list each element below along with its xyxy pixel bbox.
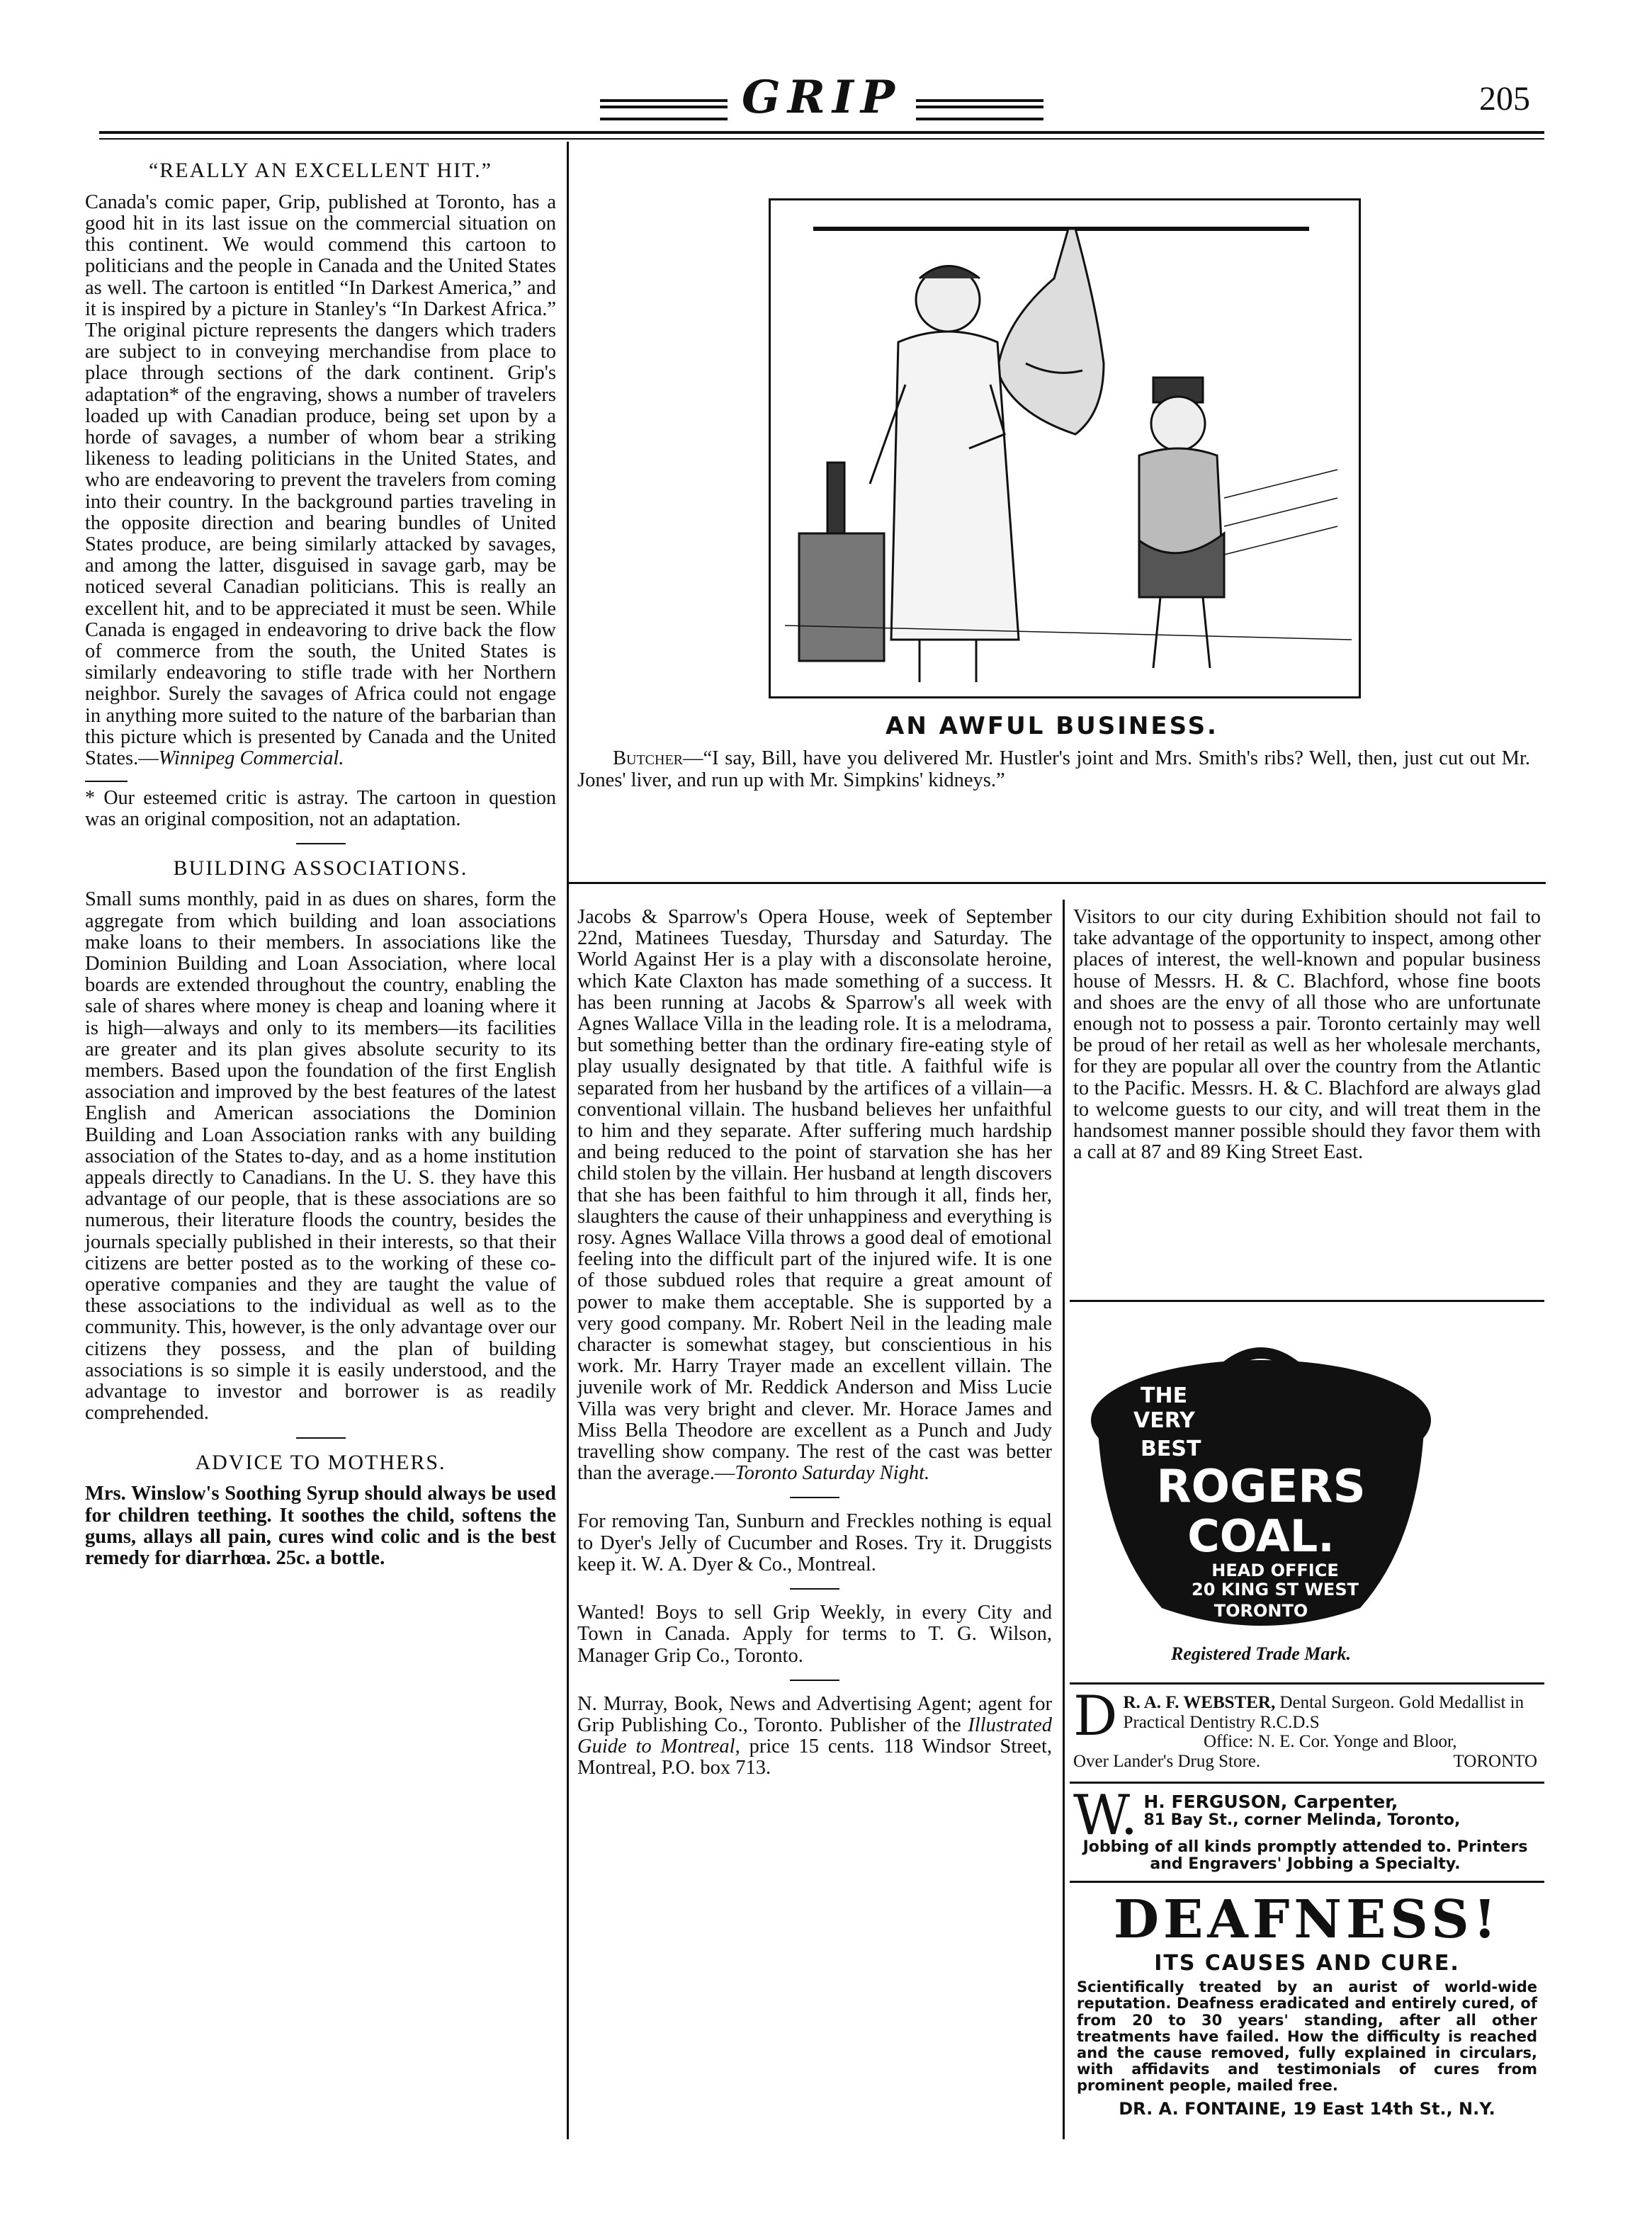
masthead: [99, 57, 1544, 149]
divider: [790, 1588, 839, 1590]
article-body-excellent-hit: [85, 192, 556, 769]
cartoon-title: AN AWFUL BUSINESS.: [886, 712, 1218, 740]
right-column: [1073, 907, 1541, 1163]
rogers-coal-ad: [1084, 1310, 1438, 1679]
tan-ad: For removing Tan, Sunburn and Freckles nothing is equal to Dyer's Jelly of Cucumber and Roses. Try it. Druggists keep it. W. A. Dyer & Co., Montreal.: [577, 1510, 1052, 1575]
ad-rule: [1070, 1300, 1544, 1302]
coal-product: COAL.: [1187, 1510, 1335, 1562]
left-column: [85, 159, 556, 1569]
coal-the: THE: [1141, 1383, 1188, 1408]
middle-column: [577, 907, 1052, 1779]
webster-line1: [1073, 1693, 1537, 1732]
coal-best: BEST: [1141, 1437, 1201, 1461]
coal-brand: ROGERS: [1156, 1461, 1366, 1513]
header-rule: [99, 131, 1544, 140]
murray-ad: [577, 1694, 1052, 1779]
article-body-building: Small sums monthly, paid in as dues on shares, form the aggregate from which building and loan associations make loans to their members. In associations like the Dominion Building and Loan Association, where local boards are extended throughout the country, enabling the sale of shares where money is cheap and loaning where it is high—always and only to its members—its facilities are greater and its plan gives absolute security to its members. Based upon the foundation of the first English association and improved by the best features of the latest English and American associations the Dominion Building and Loan Association ranks with any building association of the States to-day, and as a home institution appeals directly to Canadians. In the U. S. they have this advantage of our people, that is these associations are so numerous, their literature floods the country, besides the journals specially published in their interests, so that their citizens are better posted as to the working of these co-operative companies and they are taught the value of these associations to the individual as well as to the community. This, however, is the only advantage over our citizens they possess, and the plan of building associations is so simple it is easily understood, and the advantage to investor and borrower is as readily comprehended.: [85, 888, 556, 1425]
coal-very: VERY: [1133, 1408, 1195, 1433]
ad-rule: [1070, 1881, 1544, 1883]
visitors-notice: Visitors to our city during Exhibition should not fail to take advantage of the opportunity to inspect, among other places of interest, the well-known and popular business house of Messrs. H. & C. Blachford, whose fine boots and shoes are the envy of all those who are unfortunate enough not to possess a pair. Toronto certainly may well be proud of her retail as well as her wholesale merchants, for they are popular all over the country from the Atlantic to the Pacific. Messrs. H. & C. Blachford are always glad to welcome guests to our city, and will treat them in the handsomest manner possible should they favor them with a call at 87 and 89 King Street East.: [1073, 906, 1541, 1164]
coal-office: HEAD OFFICE: [1211, 1561, 1339, 1580]
coal-city: TORONTO: [1213, 1601, 1308, 1621]
caption-quote: —“I say, Bill, have you delivered Mr. Hustler's joint and Mrs. Smith's ribs? Well, then, just cut out Mr. Jones' liver, and run up with Mr. Simpkins' kidneys.”: [577, 747, 1530, 792]
deafness-contact: DR. A. FONTAINE, 19 East 14th St., N.Y.: [1119, 2099, 1495, 2119]
column-divider-left: [567, 142, 569, 2139]
cartoon-caption: [577, 747, 1530, 792]
title-wrap: [99, 71, 1544, 124]
ferguson-desc: Jobbing of all kinds promptly attended to. Printers and Engravers' Jobbing a Specialty.: [1082, 1838, 1528, 1874]
wanted-ad: Wanted! Boys to sell Grip Weekly, in every City and Town in Canada. Apply for terms to T. G. Wilson, Manager Grip Co., Toronto.: [577, 1602, 1052, 1667]
article-heading-mothers: ADVICE TO MOTHERS.: [195, 1450, 446, 1474]
ferguson-dropcap: W.: [1073, 1784, 1138, 1847]
caption-speaker: Butcher: [613, 747, 684, 769]
coal-address: 20 KING ST WEST: [1192, 1580, 1359, 1600]
title-ornament-left: [600, 99, 728, 120]
article-text: Canada's comic paper, Grip, published at Toronto, has a good hit in its last issue on the commercial situation on this continent. We would commend this cartoon to politicians and the people in Canada and the United States as well. The cartoon is entitled “In Darkest America,” and it is inspired by a picture in Stanley's “In Darkest Africa.” The original picture represents the dangers which traders are subject to in conveying merchandise from place to place through sections of the dark continent. Grip's adaptation* of the engraving, shows a number of travelers loaded up with Canadian produce, being set upon by a horde of savages, a number of whom bear a striking likeness to leading politicians in the United States, and who are endeavoring to prevent the travelers from coming into their country. In the background parties traveling in the opposite direction and bearing bundles of United States produce, are being similarly attacked by savages, and among the latter, disguised in savage garb, may be noticed several Canadian politicians. This is really an excellent hit, and to be appreciated it must be seen. While Canada is engaged in endeavoring to drive back the flow of commerce from the south, the United States is similarly endeavoring to stifle trade with her Northern neighbor. Surely the savages of Africa could not engage in anything more suited to the nature of the barbarian than this picture which is presented by Canada and the United States.—: [85, 191, 556, 770]
webster-ad: [1073, 1685, 1537, 1771]
article-source: Winnipeg Commercial.: [158, 747, 344, 770]
murray-text-b: price 15 cents. 118 Windsor Street, Montreal, P.O. box 713.: [577, 1736, 1052, 1779]
ferguson-name: H. FERGUSON, Carpenter,: [1143, 1791, 1398, 1812]
divider: [790, 1680, 839, 1681]
page-number: 205: [1479, 80, 1530, 118]
page-title: GRIP: [742, 71, 902, 124]
column-divider-right: [1063, 900, 1065, 2139]
coal-trademark: Registered Trade Mark.: [1171, 1643, 1351, 1664]
webster-name: R. A. F. WEBSTER,: [1123, 1693, 1276, 1712]
cartoon-illustration: [769, 198, 1361, 698]
murray-text-a: N. Murray, Book, News and Advertising Agent; agent for Grip Publishing Co., Toronto. Publisher of the: [577, 1692, 1052, 1736]
opera-review: [577, 907, 1052, 1484]
divider: [790, 1497, 839, 1498]
footnote-rule: [85, 781, 128, 782]
article-heading-building: BUILDING ASSOCIATIONS.: [173, 856, 468, 880]
webster-office: Office: N. E. Cor. Yonge and Bloor,: [1204, 1732, 1457, 1751]
divider: [296, 843, 346, 844]
murray-guide: Illustrated Guide to Montreal,: [577, 1714, 1052, 1758]
footnote: * Our esteemed critic is astray. The cartoon in question was an original composition, not an adaptation.: [85, 787, 556, 830]
webster-dropcap: D: [1073, 1685, 1118, 1748]
article-body-mothers: Mrs. Winslow's Soothing Syrup should always be used for children teething. It soothes the child, softens the gums, allays all pain, cures wind colic and is the best remedy for diarrhœa. 25c. a bottle.: [85, 1483, 556, 1569]
deafness-body: Scientifically treated by an aurist of world-wide reputation. Deafness eradicated and entirely cured, of from 20 to 30 years' standing, after all other treatments have failed. How the difficulty is reached and the cause removed, fully explained in circulars, with affidavits and testimonials of cures from prominent people, mailed free.: [1077, 1978, 1537, 2094]
webster-credentials: Dental Surgeon. Gold Medallist in Practical Dentistry R.C.D.S: [1123, 1693, 1524, 1732]
coal-basket-graphic: [1084, 1310, 1438, 1679]
deafness-ad: [1077, 1891, 1537, 2118]
cartoon-bottom-rule: [568, 882, 1546, 884]
ferguson-address: 81 Bay St., corner Melinda, Toronto,: [1143, 1811, 1461, 1829]
ferguson-ad: [1073, 1784, 1537, 1874]
article-heading-excellent-hit: “REALLY AN EXCELLENT HIT.”: [148, 159, 492, 182]
ad-rule: [1070, 1782, 1544, 1784]
deafness-title: DEAFNESS!: [1113, 1889, 1501, 1950]
cartoon-drawing: [771, 200, 1359, 696]
divider: [296, 1437, 346, 1439]
webster-line3: [1073, 1752, 1537, 1772]
title-ornament-right: [916, 99, 1043, 120]
webster-store: Over Lander's Drug Store.: [1073, 1751, 1261, 1771]
deafness-subtitle: ITS CAUSES AND CURE.: [1154, 1951, 1460, 1976]
opera-source: Toronto Saturday Night.: [735, 1462, 930, 1485]
opera-text: Jacobs & Sparrow's Opera House, week of September 22nd, Matinees Tuesday, Thursday and Saturday. The World Against Her is a play with a disconsolate heroine, which Kate Claxton has made something of a success. It has been running at Jacobs & Sparrow's all week with Agnes Wallace Villa in the leading role. It is a melodrama, but something better than the ordinary fire-eating style of play usually designated by that title. A faithful wife is separated from her husband by the artifices of a villain—a conventional villain. The husband believes her unfaithful to him and they separate. After suffering much hardship and being reduced to the point of starvation she has her child stolen by the villain. Her husband at length discovers that she has been faithful to him through it all, finds her, slaughters the cause of their unhappiness and everything is rosy. Agnes Wallace Villa throws a good deal of emotional feeling into the difficult part of the injured wife. It is one of those subdued roles that require a great amount of power to make them acceptable. She is supported by a very good company. Mr. Robert Neil in the leading male character is somewhat stagey, but conscientious in his work. Mr. Harry Trayer made an excellent villain. The juvenile work of Mr. Reddick Anderson and Miss Lucie Villa was very bright and clever. Mr. Horace James and Miss Bella Theodore are excellent as a Punch and Judy travelling show company. The rest of the cast was better than the average.—: [577, 906, 1052, 1485]
ad-rule: [1070, 1682, 1544, 1685]
webster-city: TORONTO: [1453, 1751, 1537, 1771]
